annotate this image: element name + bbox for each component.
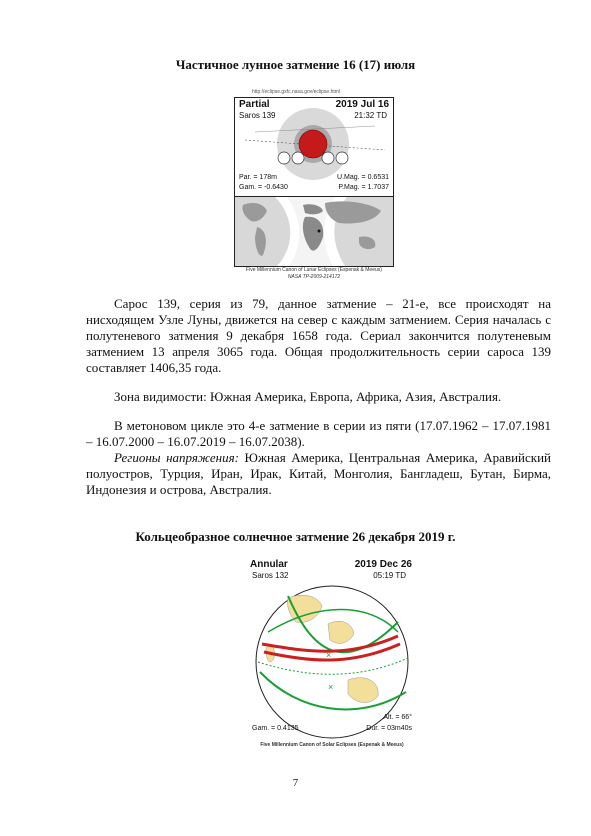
solar-gam-value: Gam. = 0.4135 bbox=[252, 725, 299, 732]
regions-paragraph bbox=[86, 450, 551, 498]
moon-phase-2 bbox=[292, 152, 304, 164]
regions-label: Регионы напряжения: bbox=[114, 450, 239, 465]
pmag-value: P.Mag. = 1.7037 bbox=[338, 184, 389, 191]
page-number: 7 bbox=[292, 777, 299, 789]
solar-eclipse-diagram bbox=[248, 559, 416, 752]
solar-eclipse-title: Кольцеобразное солнечное затмение 26 декабря 2019 г. bbox=[135, 529, 456, 544]
lunar-figure-caption: Five Millennium Canon of Lunar Eclipses (Espenak & Meeus) bbox=[246, 267, 382, 273]
solar-globe-graphic bbox=[248, 562, 416, 752]
time-label: 21:32 TD bbox=[354, 111, 387, 120]
gam-value: Gam. = -0.6430 bbox=[239, 184, 288, 191]
eclipsed-moon bbox=[299, 130, 327, 158]
lunar-eclipse-title: Частичное лунное затмение 16 (17) июля bbox=[175, 57, 416, 72]
regions-text: Южная Америка, Центральная Америка, Аравийский полуостров, Турция, Иран, Ирак, Китай, Монголия, Бангладеш, Бутан, Бирма, Индонезия и острова, Австралия. bbox=[86, 450, 552, 497]
lunar-eclipse-diagram bbox=[234, 97, 394, 197]
world-map-graphic bbox=[235, 197, 393, 266]
solar-figure-caption: Five Millennium Canon of Solar Eclipses (Espenak & Meeus) bbox=[260, 742, 404, 748]
subsolar-point-marker: × bbox=[328, 682, 334, 692]
solar-time-label: 05:19 TD bbox=[373, 571, 406, 580]
sub-lunar-point-marker bbox=[318, 230, 321, 233]
lunar-figure-url: http://eclipse.gsfc.nasa.gov/eclipse.html bbox=[251, 89, 341, 95]
eclipse-date-label: 2019 Jul 16 bbox=[335, 99, 389, 110]
saros-label: Saros 139 bbox=[239, 111, 276, 120]
duration-value: Dur. = 03m40s bbox=[366, 725, 412, 732]
umag-value: U.Mag. = 0.6531 bbox=[337, 174, 389, 181]
lunar-visibility-map bbox=[234, 196, 394, 267]
greatest-eclipse-marker: × bbox=[326, 650, 332, 660]
moon-phase-4 bbox=[322, 152, 334, 164]
solar-eclipse-date: 2019 Dec 26 bbox=[354, 559, 412, 570]
saros-paragraph: Сарос 139, серия из 79, данное затмение – 21-е, все происходят на нисходящем Узле Луны, движется на север с каждым затмением. Серия началась с полутеневого затмения 9 декабря 1658 года. Сериал закончится полутеневым затмением 13 апреля 3065 года. Общая продолжительность серии сароса 139 составляет 1406,35 года. bbox=[86, 296, 551, 375]
moon-phase-1 bbox=[278, 152, 290, 164]
solar-saros-label: Saros 132 bbox=[252, 571, 289, 580]
metonic-paragraph: В метоновом цикле это 4-е затмение в серии из пяти (17.07.1962 – 17.07.1981 – 16.07.2000 – 16.07.2019 – 16.07.2038). bbox=[86, 418, 551, 449]
eclipse-type-label: Partial bbox=[239, 99, 270, 110]
lunar-figure-caption-ref: NASA TP-2009-214172 bbox=[287, 274, 341, 280]
moon-phase-5 bbox=[336, 152, 348, 164]
solar-eclipse-type: Annular bbox=[250, 559, 288, 570]
altitude-value: Alt. = 66° bbox=[383, 714, 412, 721]
par-value: Par. = 178m bbox=[239, 174, 277, 181]
visibility-paragraph: Зона видимости: Южная Америка, Европа, Африка, Азия, Австралия. bbox=[114, 389, 502, 404]
